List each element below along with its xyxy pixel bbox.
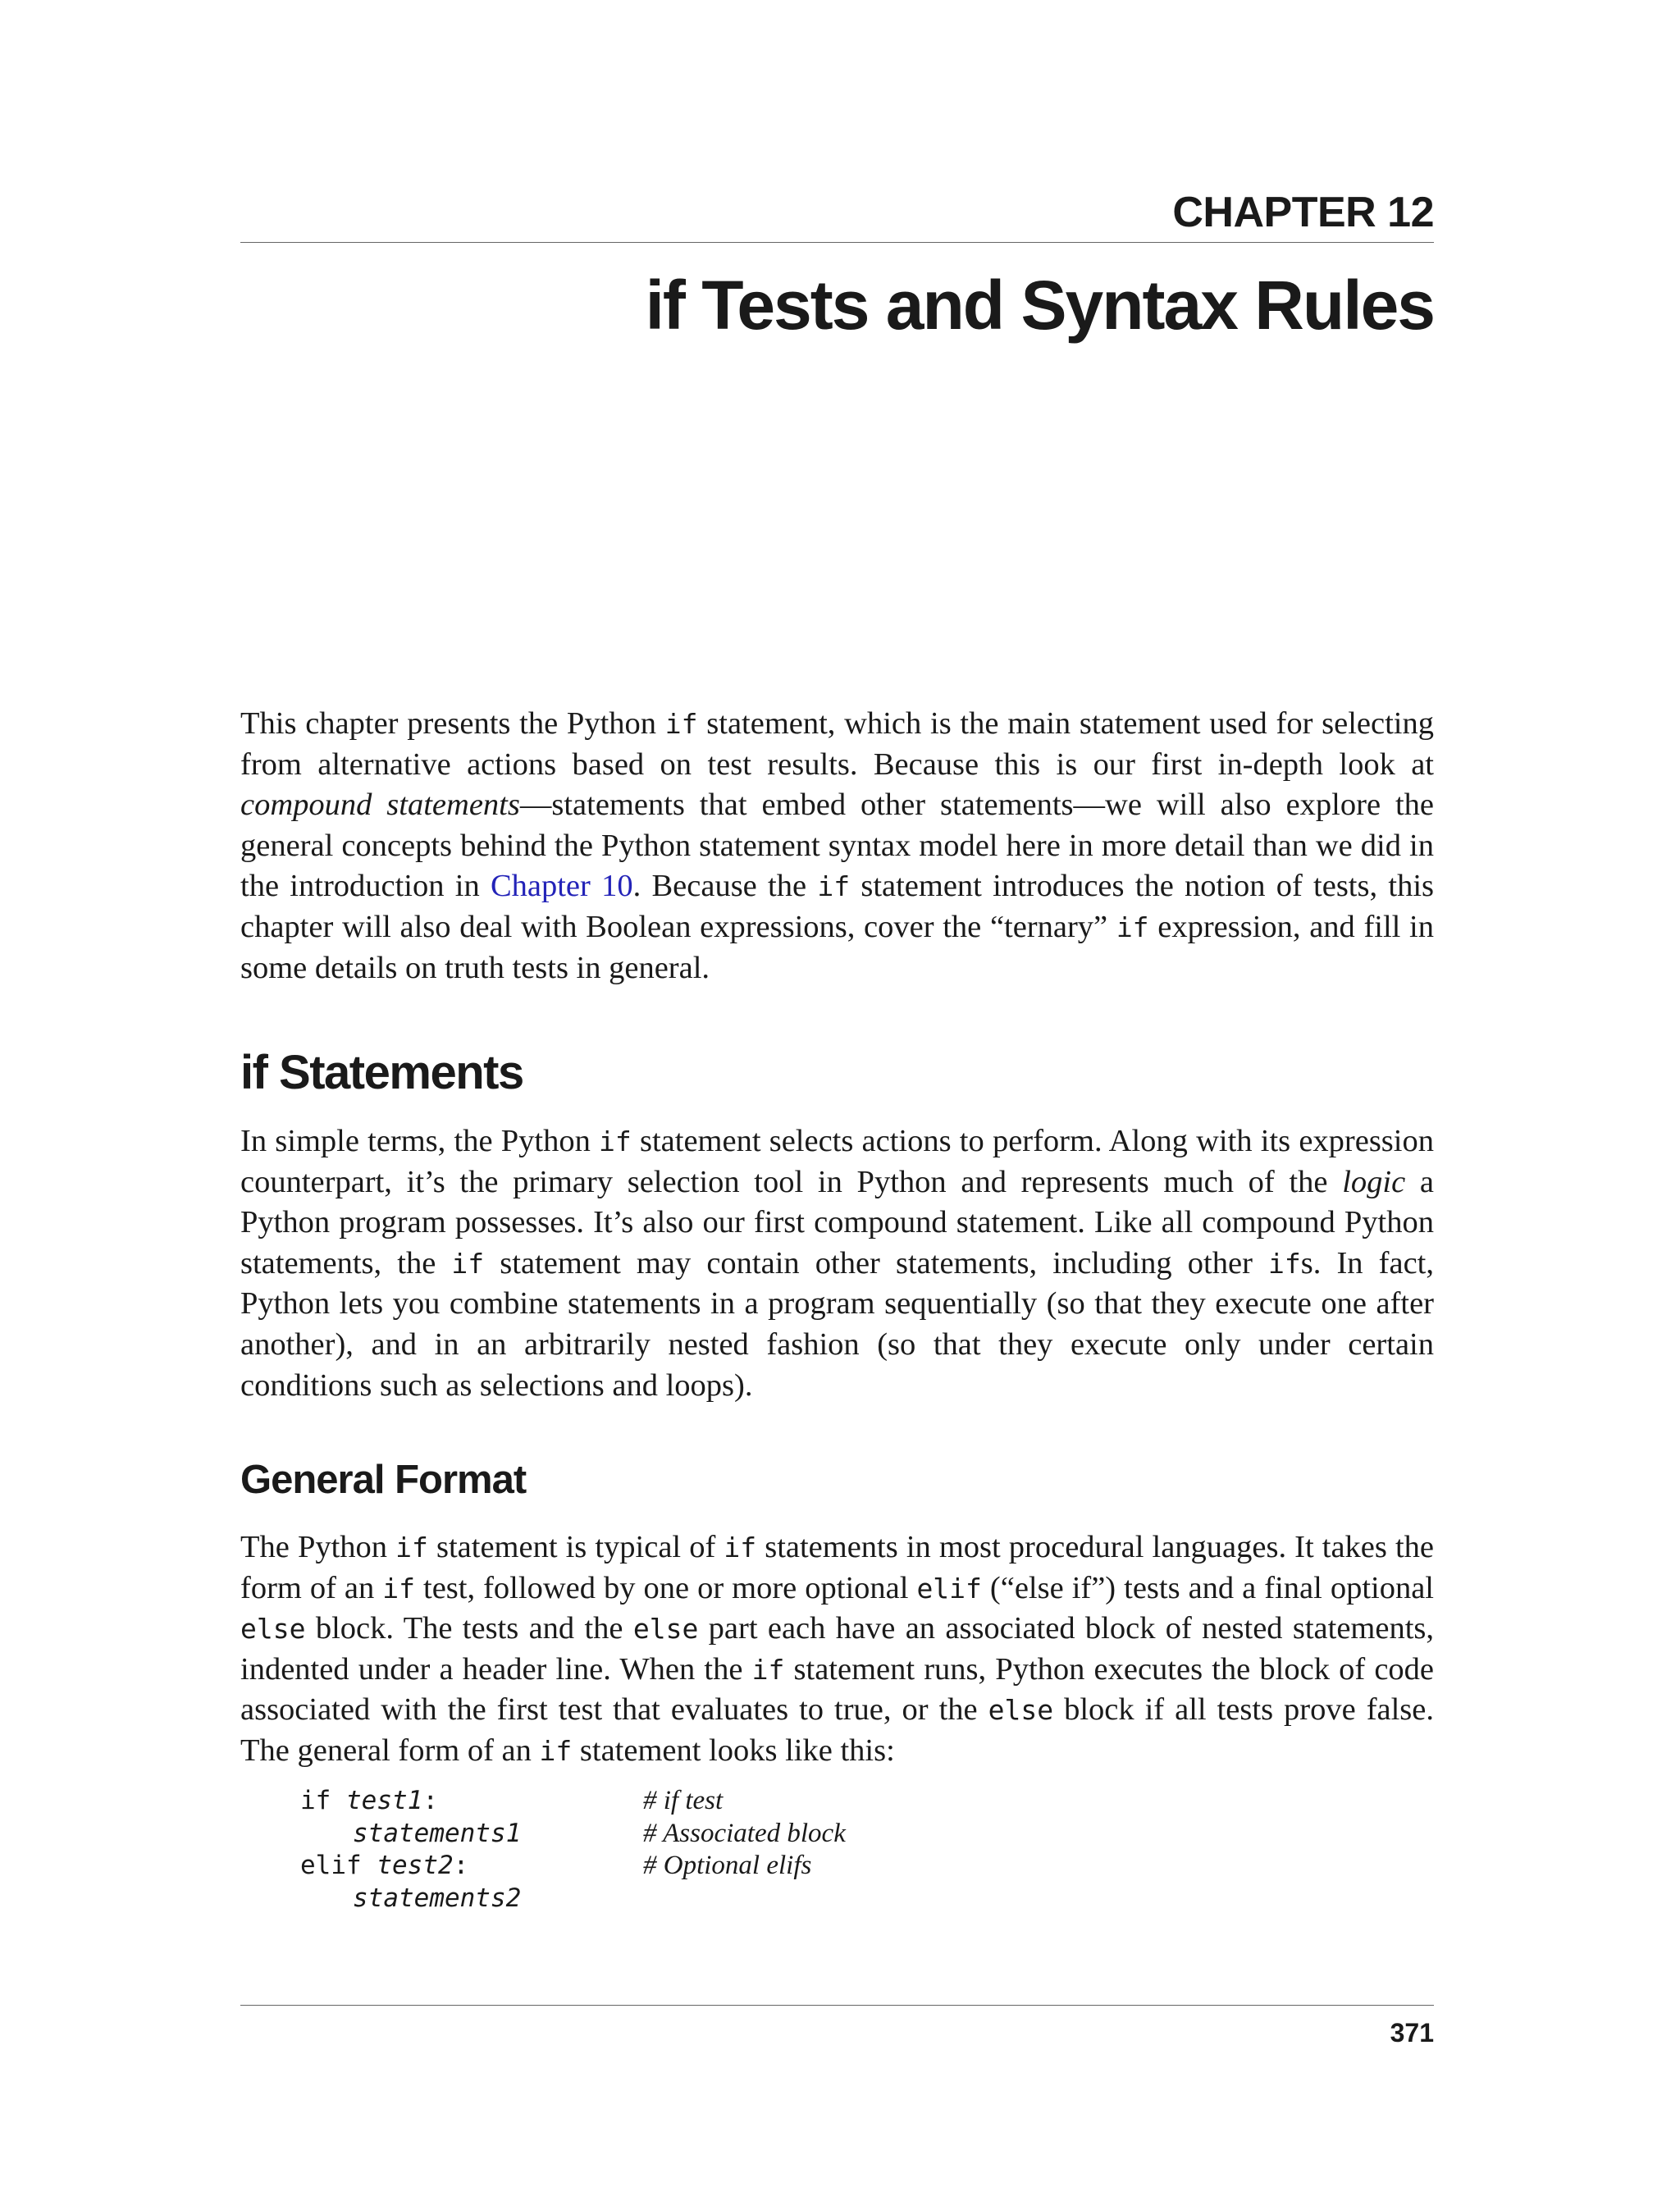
inline-code: elif [916,1572,982,1605]
inline-code: if [539,1734,573,1767]
inline-code: if [751,1653,785,1686]
page-number: 371 [1390,2018,1434,2048]
code-line: if test1: # if test [300,1785,362,1818]
code-line: statements1 # Associated block [300,1818,362,1851]
inline-code: if [1268,1247,1301,1280]
code-comment: # if test [643,1786,724,1815]
inline-code: if [664,708,698,740]
inline-code: if [395,1532,428,1564]
inline-code: else [240,1613,306,1646]
code-comment: # Optional elifs [643,1851,812,1880]
code-line: elif test2: # Optional elifs [300,1850,362,1883]
section-heading-general-format: General Format [240,1458,527,1502]
chapter-10-link[interactable]: Chapter 10 [490,869,633,904]
inline-code: if [817,870,851,903]
inline-code: if [1116,911,1149,943]
inline-code: if [451,1247,485,1280]
emphasis: logic [1342,1164,1406,1199]
inline-code: else [632,1613,699,1646]
code-line: statements2 [353,1883,522,1913]
intro-paragraph: This chapter presents the Python if statement, which is the main statement used for selecting from alternative actions based on test results. Because this is our first in-depth look at compound statements—statements that embed other statements—we will also explore the general concepts behind the Python statement syntax model here in more detail than we did in the introduction in Chapter 10. Because the if statement introduces the notion of tests, this chapter will also deal with Boolean expressions, cover the “ternary” if expression, and fill in some details on truth tests in general. [240,706,1435,985]
general-format-paragraph: The Python if statement is typical of if statements in most procedural languages. It takes the form of an if test, followed by one or more optional elif (“else if”) tests and a final optional else block. The tests and the else part each have an associated block of nested statements, indented under a header line. When the if statement runs, Python executes the block of code associated with the first test that evaluates to true, or the else block if all tests prove false. The general form of an if statement looks like this: [240,1530,1435,1768]
inline-code: if [382,1572,416,1605]
inline-code: if [599,1125,632,1157]
code-block [300,1785,846,1915]
inline-code: else [988,1694,1054,1727]
emphasis: compound statements [240,788,520,823]
if-statements-paragraph: In simple terms, the Python if statement selects actions to perform. Along with its expression counterpart, it’s the primary selection tool in Python and represents much of the logic a Python program possesses. It’s also our first compound statement. Like all compound Python statements, the if statement may contain other statements, including other ifs. In fact, Python lets you combine statements in a program sequentially (so that they execute one after another), and in an arbitrarily nested fashion (so that they execute only under certain conditions such as selections and loops). [240,1124,1434,1403]
code-comment: # Associated block [643,1818,846,1848]
chapter-label: CHAPTER 12 [1172,189,1434,236]
section-heading-if-statements: if Statements [240,1046,523,1099]
inline-code: if [724,1532,757,1564]
footer-rule [240,2005,1434,2006]
chapter-title: if Tests and Syntax Rules [645,267,1434,344]
chapter-rule [240,242,1434,243]
